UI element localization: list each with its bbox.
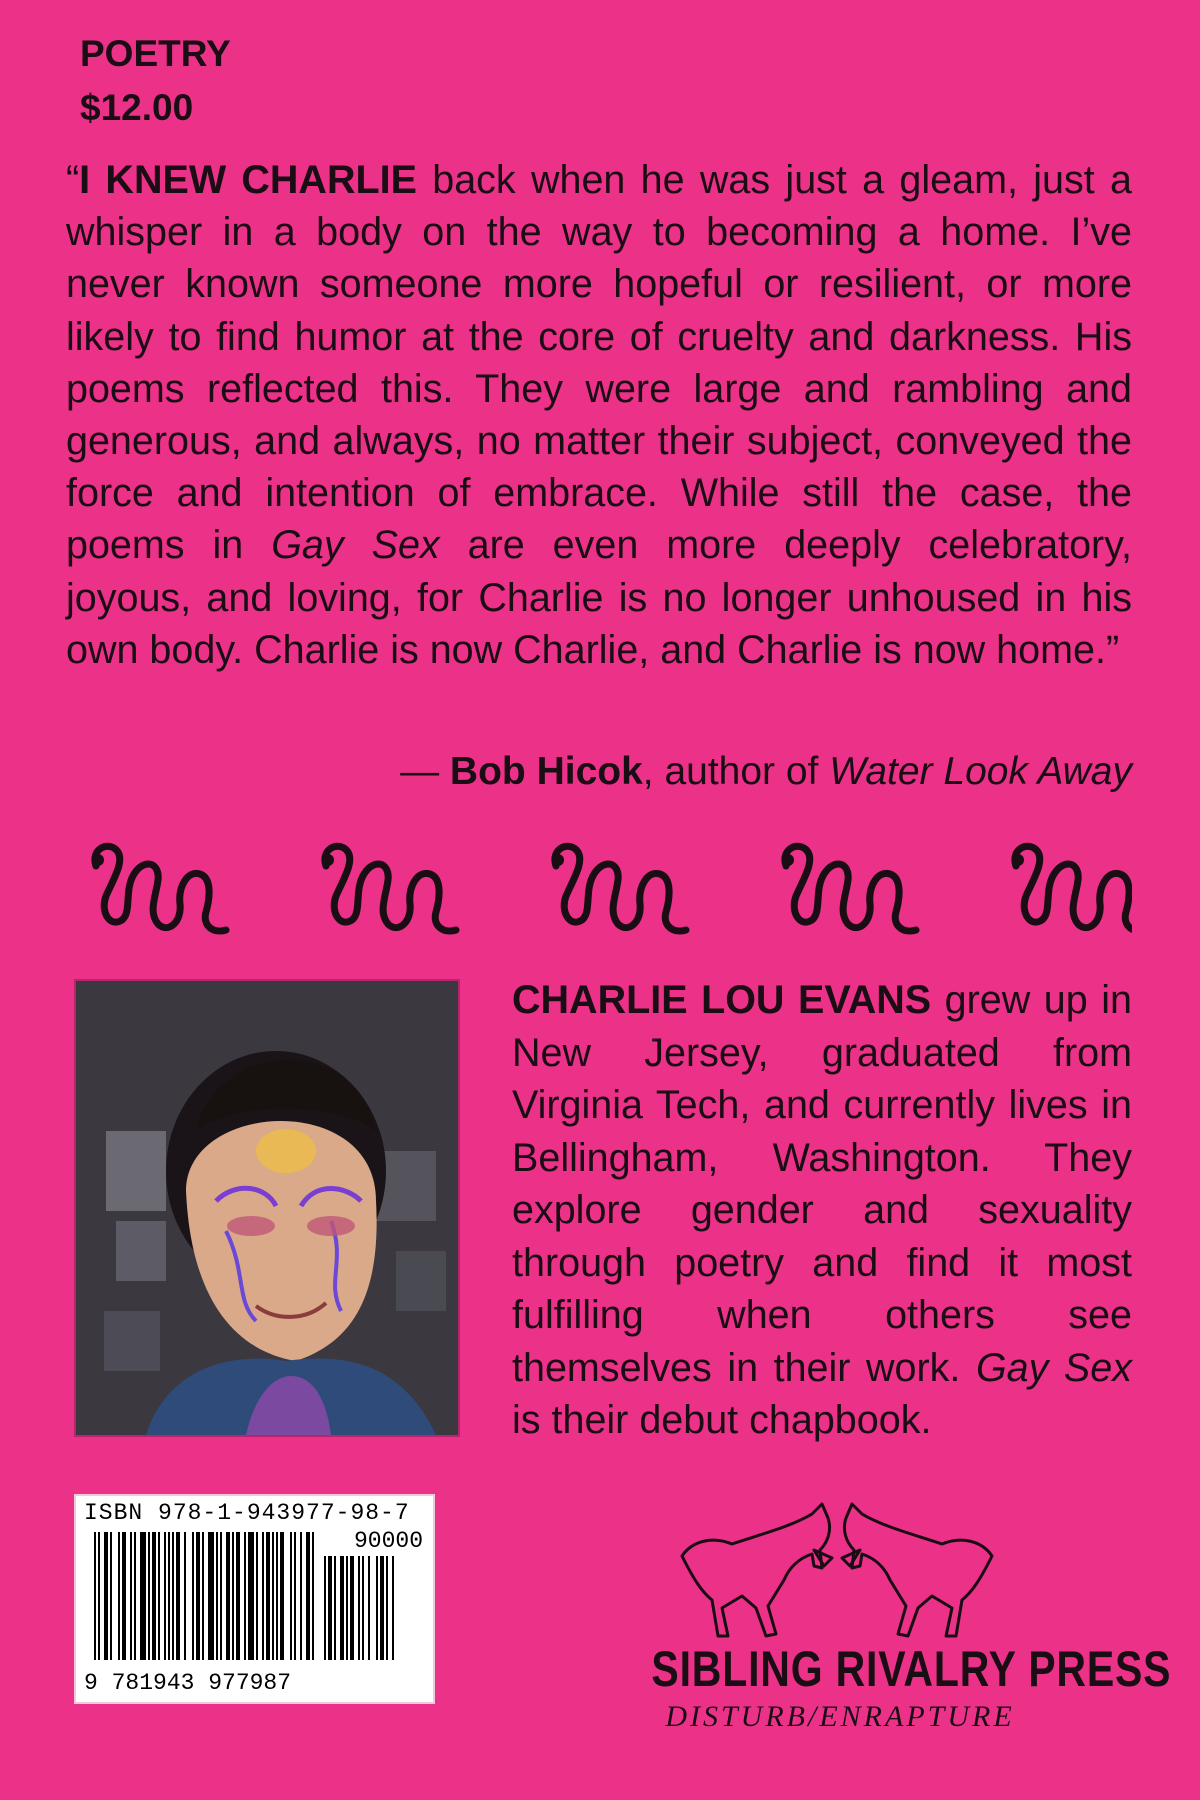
publisher-name: SIBLING RIVALRY PRESS <box>651 1641 1172 1697</box>
barcode-bar <box>244 1532 246 1660</box>
barcode-bar <box>280 1532 284 1660</box>
barcode-bar <box>176 1532 180 1660</box>
genre-label: POETRY <box>80 33 231 74</box>
endorsement-quote <box>66 154 1132 676</box>
barcode-bar <box>306 1532 310 1660</box>
barcode-bar <box>168 1532 170 1660</box>
ean-barcode-bars <box>94 1532 316 1664</box>
barcode-bar <box>152 1532 156 1660</box>
barcode-bar <box>346 1556 348 1660</box>
serpent-ornament-icon <box>782 846 916 931</box>
barcode-bar <box>130 1532 132 1660</box>
barcode-bar <box>276 1532 278 1660</box>
barcode-bar <box>98 1532 100 1660</box>
barcode-bar <box>196 1532 200 1660</box>
barcode-bar <box>208 1532 214 1660</box>
bio-book-title: Gay Sex <box>975 1345 1132 1390</box>
isbn-label: ISBN 978-1-943977-98-7 <box>84 1500 410 1526</box>
rearing-horses-logo-icon <box>672 1496 1002 1646</box>
serpent-ornament-icon <box>92 846 226 931</box>
barcode-bar <box>312 1532 314 1660</box>
barcode-bar <box>122 1532 126 1660</box>
barcode-bar <box>334 1556 336 1660</box>
barcode-bar <box>340 1556 344 1660</box>
barcode-bar <box>386 1556 388 1660</box>
barcode-bar <box>368 1556 370 1660</box>
barcode-bar <box>300 1532 302 1660</box>
quote-text-2: are even more deeply celebratory, joyous, and loving, for Charlie is no longer unhoused in his own body. Charlie is now Charlie, and Charlie is now home.” <box>66 523 1132 672</box>
barcode-bar <box>202 1532 204 1660</box>
barcode-bar <box>232 1532 234 1660</box>
quote-lead: I KNEW CHARLIE <box>79 158 417 202</box>
addon-barcode-bars <box>324 1556 420 1664</box>
barcode-bar <box>104 1532 108 1660</box>
barcode-bar <box>262 1532 264 1660</box>
barcode-bar <box>148 1532 150 1660</box>
author-bio <box>512 974 1132 1447</box>
endorser-name: Bob Hicok <box>449 750 643 793</box>
isbn-barcode <box>76 1496 433 1702</box>
serpent-divider <box>82 836 1132 936</box>
barcode-price-code: 90000 <box>353 1528 423 1554</box>
barcode-bar <box>380 1556 384 1660</box>
barcode-bar <box>324 1556 326 1660</box>
barcode-bar <box>140 1532 146 1660</box>
barcode-bar <box>290 1532 292 1660</box>
serpent-ornament-icon <box>1012 846 1132 931</box>
quote-book-title: Gay Sex <box>271 523 440 568</box>
price-label: $12.00 <box>80 87 194 128</box>
open-quote: “ <box>66 158 80 202</box>
barcode-bar <box>172 1532 174 1660</box>
barcode-bar <box>236 1532 240 1660</box>
barcode-bar <box>256 1532 258 1660</box>
barcode-bar <box>220 1532 222 1660</box>
barcode-bar <box>350 1556 354 1660</box>
barcode-bar <box>110 1532 112 1660</box>
barcode-bar <box>226 1532 230 1660</box>
barcode-bar <box>134 1532 136 1660</box>
author-photo <box>76 981 458 1435</box>
quote-text-1: back when he was just a gleam, just a whisper in a body on the way to becoming a home. I’ve never known someone more hopeful or resilient, or more likely to find humor at the core of cruelty and darkness. His poems reflected this. They were large and rambling and generous, and always, no matter their subject, conveyed the force and intention of embrace. While still the case, the poems in <box>66 158 1132 568</box>
barcode-bar <box>94 1532 96 1660</box>
barcode-bar <box>294 1532 296 1660</box>
barcode-bar <box>216 1532 218 1660</box>
bio-text-2: is their debut chapbook. <box>512 1398 932 1442</box>
author-name: CHARLIE LOU EVANS <box>512 978 932 1022</box>
barcode-bar <box>272 1532 274 1660</box>
barcode-bar <box>118 1532 120 1660</box>
attribution-dash: — <box>400 750 450 793</box>
serpent-ornament-icon <box>552 846 686 931</box>
endorsement-attribution <box>400 748 1132 796</box>
barcode-bar <box>248 1532 254 1660</box>
barcode-bar <box>164 1532 166 1660</box>
ean-digits: 9 781943 977987 <box>84 1670 292 1696</box>
barcode-bar <box>358 1556 360 1660</box>
barcode-bar <box>392 1556 394 1660</box>
endorser-book-title: Water Look Away <box>829 750 1132 793</box>
barcode-bar <box>266 1532 270 1660</box>
barcode-bar <box>376 1556 378 1660</box>
barcode-bar <box>362 1556 364 1660</box>
serpent-ornament-icon <box>322 846 456 931</box>
barcode-bar <box>184 1532 186 1660</box>
bio-text-1: grew up in New Jersey, graduated from Virginia Tech, and currently lives in Bellingham, Washington. They explore gender and sexuality through poetry and find it most fulfilling when others see themselves in their work. <box>512 978 1132 1390</box>
publisher-tagline: DISTURB/ENRAPTURE <box>665 1700 1015 1733</box>
barcode-bar <box>158 1532 160 1660</box>
attribution-middle: , author of <box>642 750 830 793</box>
barcode-bar <box>192 1532 194 1660</box>
barcode-bar <box>328 1556 332 1660</box>
